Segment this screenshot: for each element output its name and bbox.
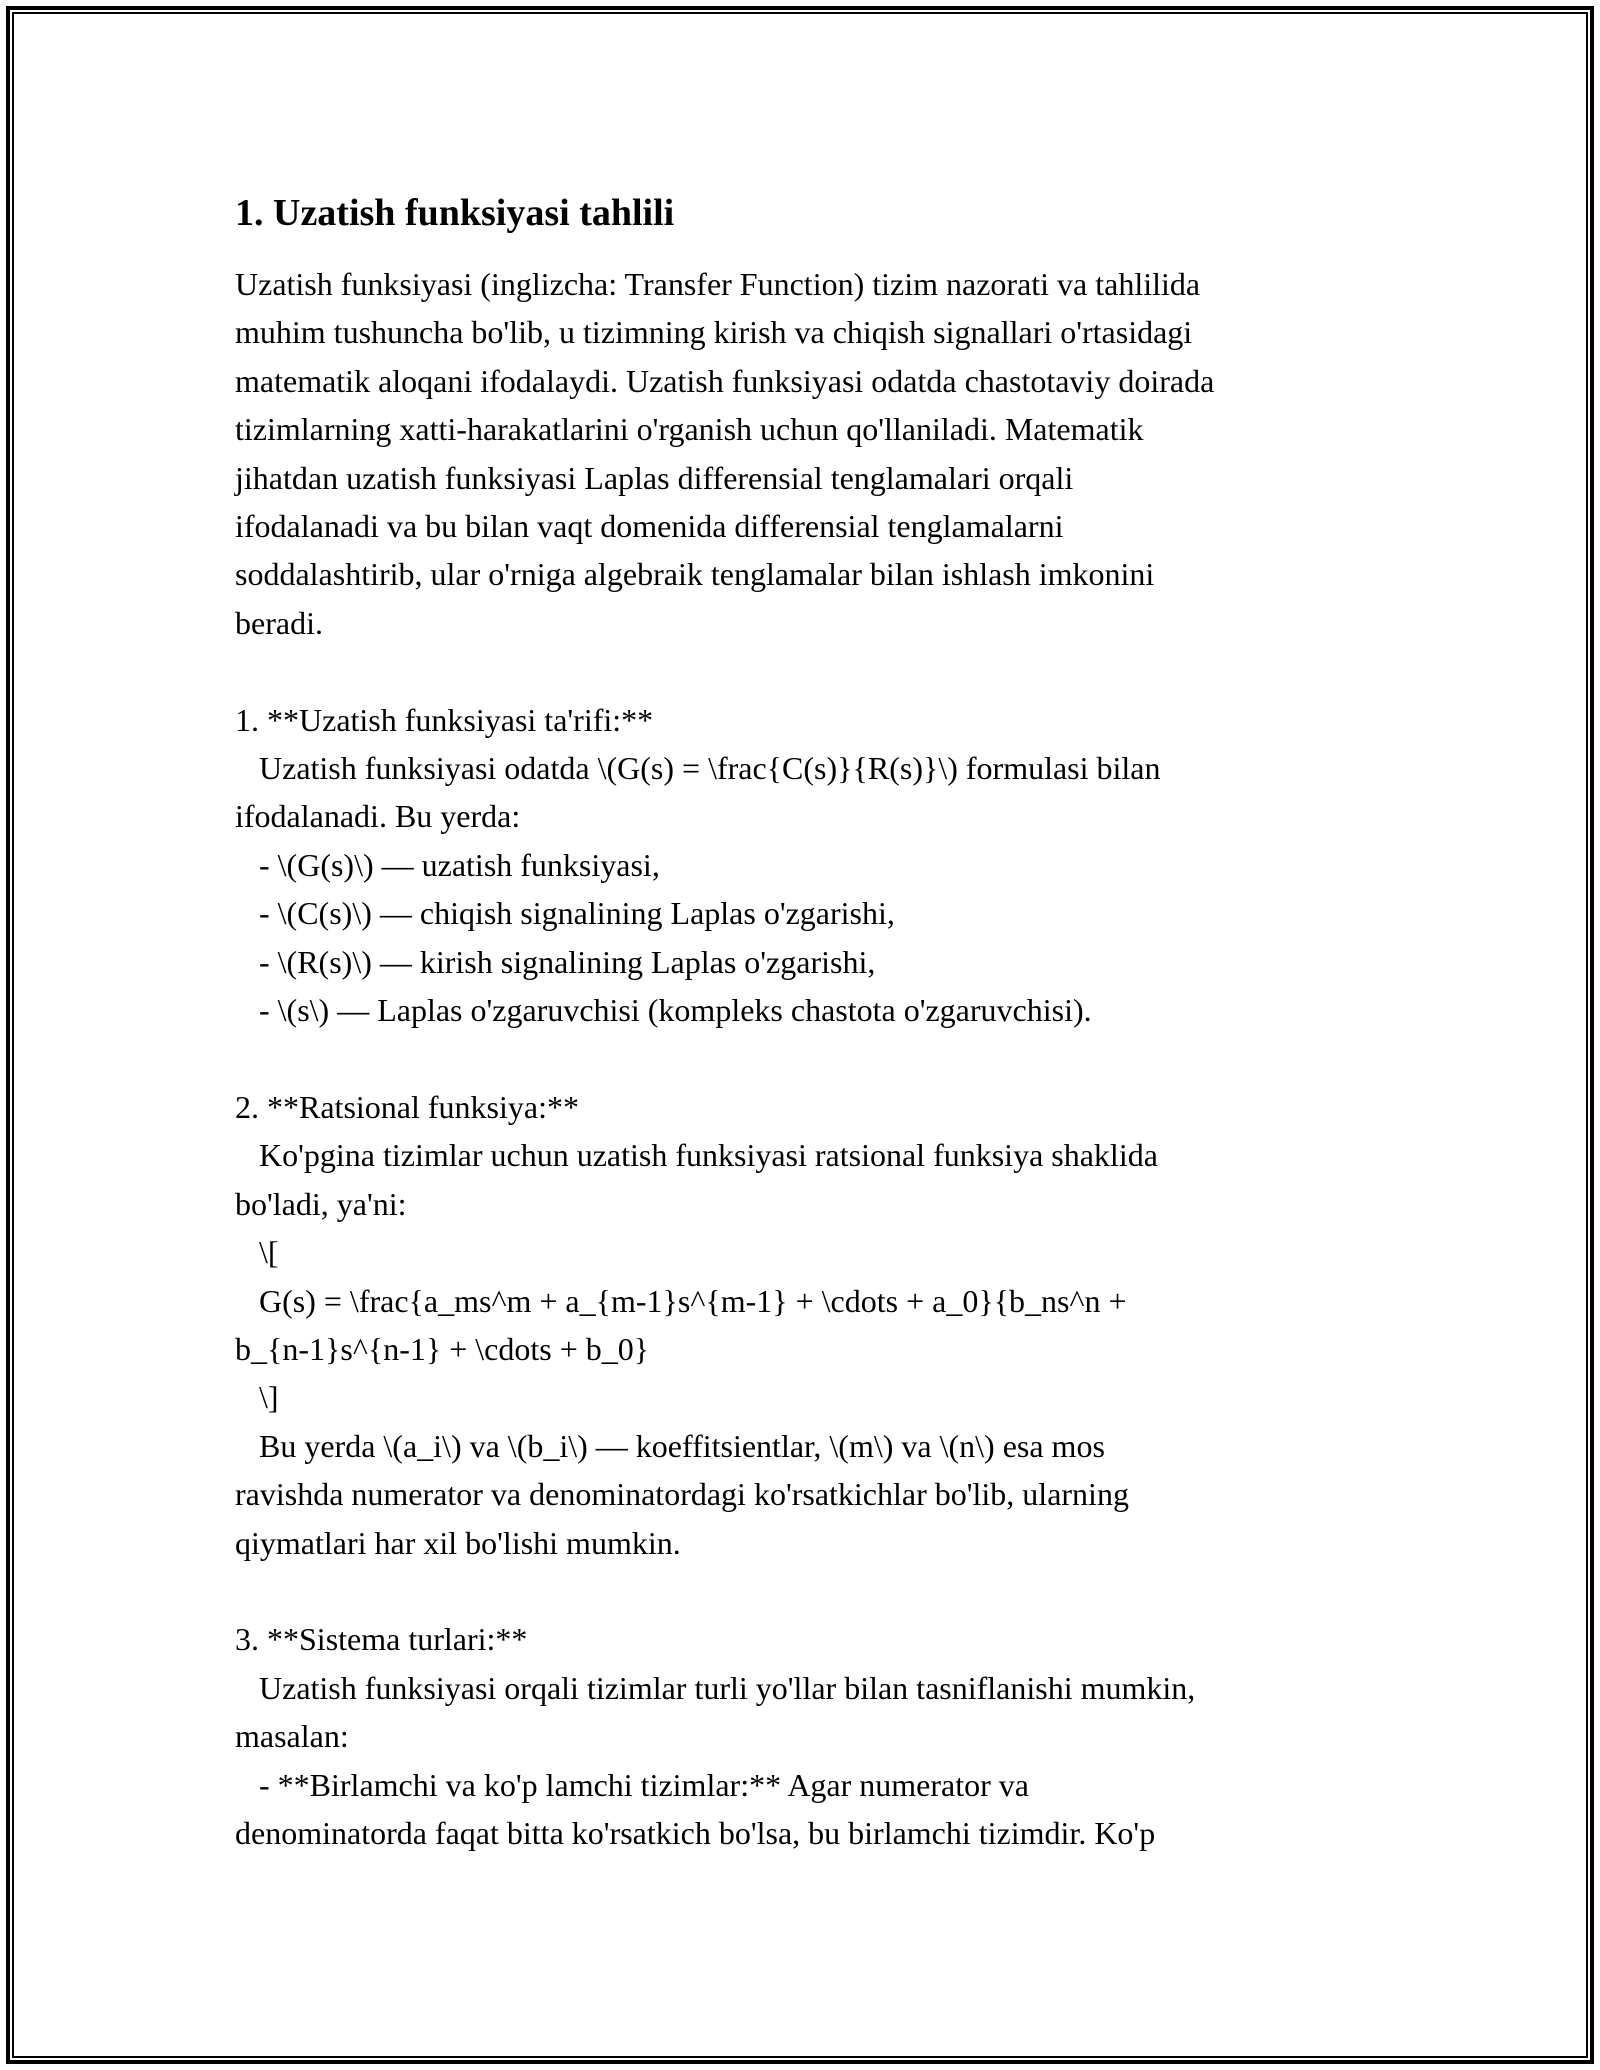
document-body bbox=[235, 188, 1385, 1857]
section-heading: 1. Uzatish funksiyasi tahlili bbox=[235, 192, 675, 234]
blank-line bbox=[235, 1035, 1385, 1083]
blank-line bbox=[235, 1567, 1385, 1615]
blank-line bbox=[235, 647, 1385, 695]
intro-paragraph: Uzatish funksiyasi (inglizcha: Transfer Function) tizim nazorati va tahlilida muhim tushuncha bo'lib, u tizimning kirish va chiqish signallari o'rtasidagi matematik aloqani ifodalaydi. Uzatish funksiyasi odatda chastotaviy doirada tizimlarning xatti-harakatlarini o'rganish uchun qo'llaniladi. Matematik jihatdan uzatish funksiyasi Laplas differensial tenglamalari orqali ifodalanadi va bu bilan vaqt domenida differensial tenglamalarni soddalashtirib, ular o'rniga algebraik tenglamalar bilan ishlash imkonini beradi. bbox=[235, 266, 1215, 641]
system-types-section: 3. **Sistema turlari:** Uzatish funksiyasi orqali tizimlar turli yo'llar bilan tasniflanishi mumkin, masalan: - **Birlamchi va ko'p lamchi tizimlar:** Agar numerator va denominatorda faqat bitta ko'rsatkich bo'lsa, bu birlamchi tizimdir. Ko'p bbox=[235, 1621, 1196, 1851]
rational-function-section: 2. **Ratsional funksiya:** Ko'pgina tizimlar uchun uzatish funksiyasi ratsional funksiya shaklida bo'ladi, ya'ni: \[ G(s) = \frac{a_ms^m + a_{m-1}s^{m-1} + \cdots + a_0}{b_ns^n + b_{n-1}s^{n-1} + \cdots + b_0} \] Bu yerda \(a_i\) va \(b_i\) — koeffitsientlar, \(m\) va \(n\) esa mos ravishda numerator va denominatordagi ko'rsatkichlar bo'lib, ularning qiymatlari har xil bo'lishi mumkin. bbox=[235, 1088, 1158, 1561]
definition-section: 1. **Uzatish funksiyasi ta'rifi:** Uzatish funksiyasi odatda \(G(s) = \frac{C(s)}{R(s)}\) formulasi bilan ifodalanadi. Bu yerda: - \(G(s)\) — uzatish funksiyasi, - \(C(s)\) — chiqish signalining Laplas o'zgarishi, - \(R(s)\) — kirish signalining Laplas o'zgarishi, - \(s\) — Laplas o'zgaruvchisi (kompleks chastota o'zgaruvchisi). bbox=[235, 701, 1161, 1029]
